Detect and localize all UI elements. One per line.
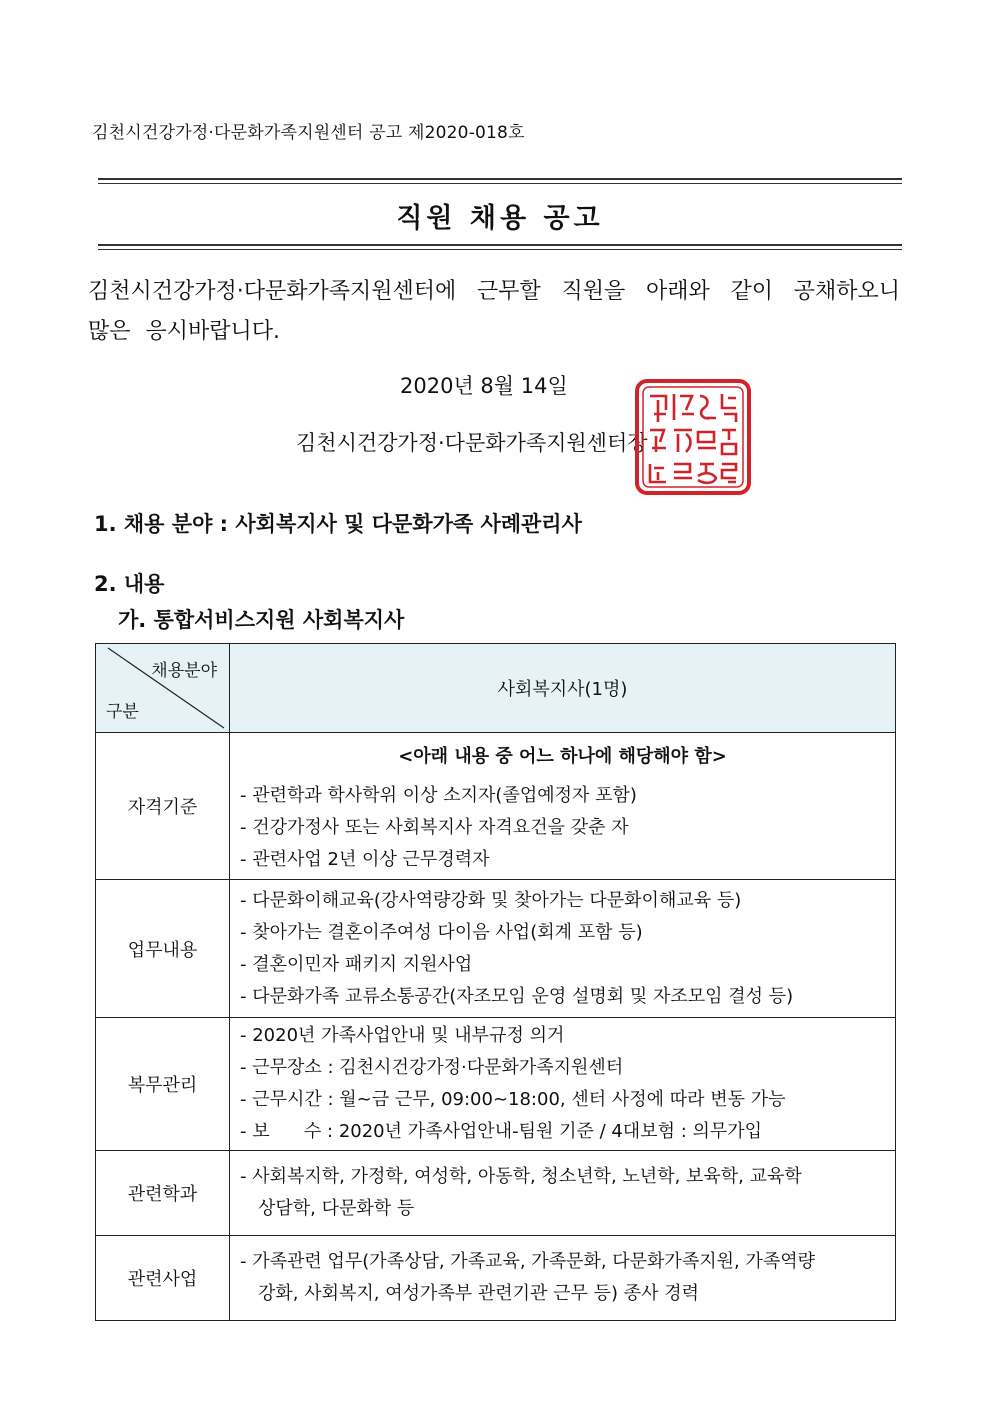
row-line: - 관련사업 2년 이상 근무경력자	[240, 849, 490, 870]
recruitment-table	[95, 643, 896, 1321]
row-label: 자격기준	[96, 733, 230, 880]
row-label: 관련사업	[96, 1236, 230, 1321]
page-title: 직원 채용 공고	[396, 203, 604, 234]
official-seal-icon	[634, 378, 752, 496]
row-content	[230, 1151, 896, 1236]
row-line: - 보 수 : 2020년 가족사업안내-팀원 기준 / 4대보험 : 의무가입	[240, 1121, 763, 1142]
row-line: - 사회복지학, 가정학, 여성학, 아동학, 청소년학, 노년학, 보육학, 교육학	[240, 1166, 802, 1187]
row-line: 강화, 사회복지, 여성가족부 관련기관 근무 등) 종사 경력	[258, 1283, 700, 1304]
row-line: - 가족관련 업무(가족상담, 가족교육, 가족문화, 다문화가족지원, 가족역량	[240, 1251, 815, 1272]
row-line: - 다문화이해교육(강사역량강화 및 찾아가는 다문화이해교육 등)	[240, 889, 742, 911]
row-content	[230, 1018, 896, 1151]
corner-header-cell	[96, 644, 230, 733]
row-line: - 결혼이민자 패키지 지원사업	[240, 953, 473, 975]
row-note: <아래 내용 중 어느 하나에 해당해야 함>	[398, 746, 727, 767]
table-row	[96, 880, 896, 1018]
row-line: - 근무시간 : 월~금 근무, 09:00~18:00, 센터 사정에 따라 변동 가능	[240, 1089, 786, 1110]
row-line: - 다문화가족 교류소통공간(자조모임 운영 설명회 및 자조모임 결성 등)	[240, 985, 794, 1007]
row-label: 관련학과	[96, 1151, 230, 1236]
row-line: - 찾아가는 결혼이주여성 다이음 사업(회계 포함 등)	[240, 921, 643, 943]
row-line: - 건강가정사 또는 사회복지사 자격요건을 갖춘 자	[240, 817, 629, 838]
row-label: 업무내용	[96, 880, 230, 1018]
corner-top-label: 채용분야	[151, 661, 217, 681]
row-line: - 2020년 가족사업안내 및 내부규정 의거	[240, 1025, 565, 1046]
table-row	[96, 733, 896, 880]
announcement-date: 2020년 8월 14일	[400, 374, 568, 398]
corner-bottom-label: 구분	[106, 702, 139, 722]
section-2-heading: 2. 내용	[94, 572, 165, 596]
row-line: - 관련학과 학사학위 이상 소지자(졸업예정자 포함)	[240, 785, 637, 806]
row-line: 상담학, 다문화학 등	[258, 1198, 415, 1219]
row-content	[230, 880, 896, 1018]
section-2a-heading: 가. 통합서비스지원 사회복지사	[118, 608, 405, 632]
row-content	[230, 733, 896, 880]
column-header: 사회복지사(1명)	[230, 644, 896, 733]
notice-number: 김천시건강가정·다문화가족지원센터 공고 제2020-018호	[92, 123, 525, 143]
section-1-heading: 1. 채용 분야 : 사회복지사 및 다문화가족 사례관리사	[94, 512, 582, 536]
intro-text: 김천시건강가정·다문화가족지원센터에 근무할 직원을 아래와 같이 공채하오니 많은 응시바랍니다.	[88, 279, 900, 344]
table-row	[96, 1236, 896, 1321]
table-row	[96, 1018, 896, 1151]
table-row	[96, 1151, 896, 1236]
row-label: 복무관리	[96, 1018, 230, 1151]
row-content	[230, 1236, 896, 1321]
organization-name: 김천시건강가정·다문화가족지원센터장	[296, 431, 648, 455]
title-rule-top	[98, 178, 902, 184]
title-rule-bottom	[98, 244, 902, 250]
row-line: - 근무장소 : 김천시건강가정·다문화가족지원센터	[240, 1057, 624, 1078]
table-header-row	[96, 644, 896, 733]
